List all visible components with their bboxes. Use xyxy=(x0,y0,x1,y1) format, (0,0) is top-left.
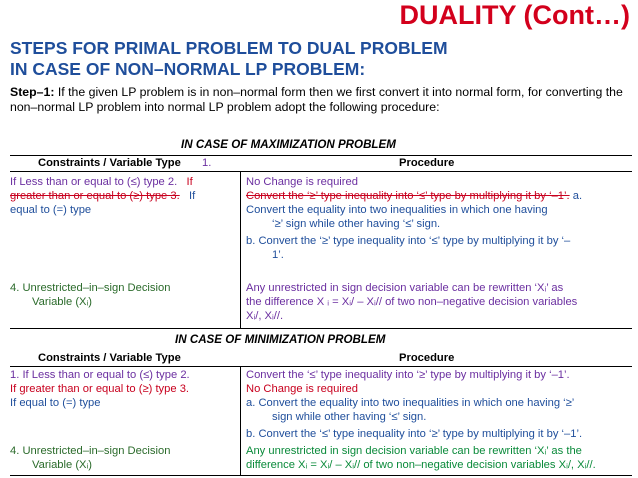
max-col1-header-num: 1. xyxy=(202,157,212,169)
min-column-divider xyxy=(240,367,241,475)
min-right-line-4: sign while other having ‘≤’ sign. xyxy=(272,411,427,423)
min-right-line-3: a. Convert the equality into two inequalities in which one having ‘≥’ xyxy=(246,397,575,409)
max-left-line-1: If Less than or equal to (≤) type 2. If xyxy=(10,176,193,188)
min-left-line-2: If greater than or equal to (≥) type 3. xyxy=(10,383,190,395)
max-right-line-7: Any unrestricted in sign decision variable can be rewritten ‘Xᵢ’ as xyxy=(246,282,564,294)
max-column-divider xyxy=(240,172,241,328)
max-right-line-6: 1’. xyxy=(272,249,284,261)
max-right-line-8: the difference X ᵢ = Xᵢ/ – Xᵢ// of two non–negative decision variables xyxy=(246,296,578,308)
step-1-label: Step–1: xyxy=(10,85,55,99)
min-right-line-5: b. Convert the ‘≤’ type inequality into ‘≥’ type by multiplying it by ‘–1’. xyxy=(246,428,583,440)
heading-line-2: IN CASE OF NON–NORMAL LP PROBLEM: xyxy=(10,59,366,79)
max-right-line-9: Xᵢ/, Xᵢ//. xyxy=(246,310,284,322)
max-col1-header: Constraints / Variable Type xyxy=(38,157,181,169)
max-table-header xyxy=(10,155,632,172)
min-table xyxy=(10,351,632,476)
max-right-line-1: No Change is required xyxy=(246,176,358,188)
min-col2-header: Procedure xyxy=(399,352,455,364)
max-table xyxy=(10,155,632,329)
max-left-line-3: equal to (=) type xyxy=(10,204,92,216)
min-right-line-2: No Change is required xyxy=(246,383,358,395)
max-left-line-2: greater than or equal to (≥) type 3. If xyxy=(10,190,196,202)
max-right-line-3: Convert the equality into two inequalities in which one having xyxy=(246,204,548,216)
min-right-line-6: Any unrestricted in sign decision variable can be rewritten ‘Xᵢ’ as the xyxy=(246,445,582,457)
max-right-line-2: Convert the ‘≥’ type inequality into ‘≤’ type by multiplying it by ‘–1’. a. xyxy=(246,190,583,202)
min-right-line-1: Convert the ‘≤’ type inequality into ‘≥’ type by multiplying it by ‘–1’. xyxy=(246,369,570,381)
min-table-header xyxy=(10,351,632,367)
min-table-body xyxy=(10,367,632,476)
heading-line-1: STEPS FOR PRIMAL PROBLEM TO DUAL PROBLEM xyxy=(10,38,448,58)
min-left-line-4: 4. Unrestricted–in–sign Decision xyxy=(10,445,171,457)
section-heading xyxy=(10,38,448,80)
min-col1-header: Constraints / Variable Type xyxy=(38,352,181,364)
max-left-line-4: 4. Unrestricted–in–sign Decision xyxy=(10,282,171,294)
max-right-line-4: ‘≥’ sign while other having ‘≤’ sign. xyxy=(272,218,441,230)
max-col2-header: Procedure xyxy=(399,157,455,169)
step-1-text: If the given LP problem is in non–normal form then we first convert it into normal form, for converting the non–normal LP problem into normal LP problem adopt the following procedure: xyxy=(10,85,623,114)
min-right-line-7: difference Xᵢ = Xᵢ/ – Xᵢ// of two non–negative decision variables Xᵢ/, Xᵢ//. xyxy=(246,459,596,471)
max-left-line-5: Variable (Xᵢ) xyxy=(32,296,92,308)
min-left-line-3: If equal to (=) type xyxy=(10,397,101,409)
max-table-body xyxy=(10,172,632,329)
min-left-line-1: 1. If Less than or equal to (≤) type 2. xyxy=(10,369,190,381)
slide-title: DUALITY (Cont…) xyxy=(399,0,630,30)
min-table-caption: IN CASE OF MINIMIZATION PROBLEM xyxy=(175,333,386,346)
max-right-line-5: b. Convert the ‘≥’ type inequality into ‘≤’ type by multiplying it by ‘– xyxy=(246,235,571,247)
min-left-line-5: Variable (Xᵢ) xyxy=(32,459,92,471)
step-1-paragraph xyxy=(10,85,630,115)
max-table-caption: IN CASE OF MAXIMIZATION PROBLEM xyxy=(181,138,396,151)
